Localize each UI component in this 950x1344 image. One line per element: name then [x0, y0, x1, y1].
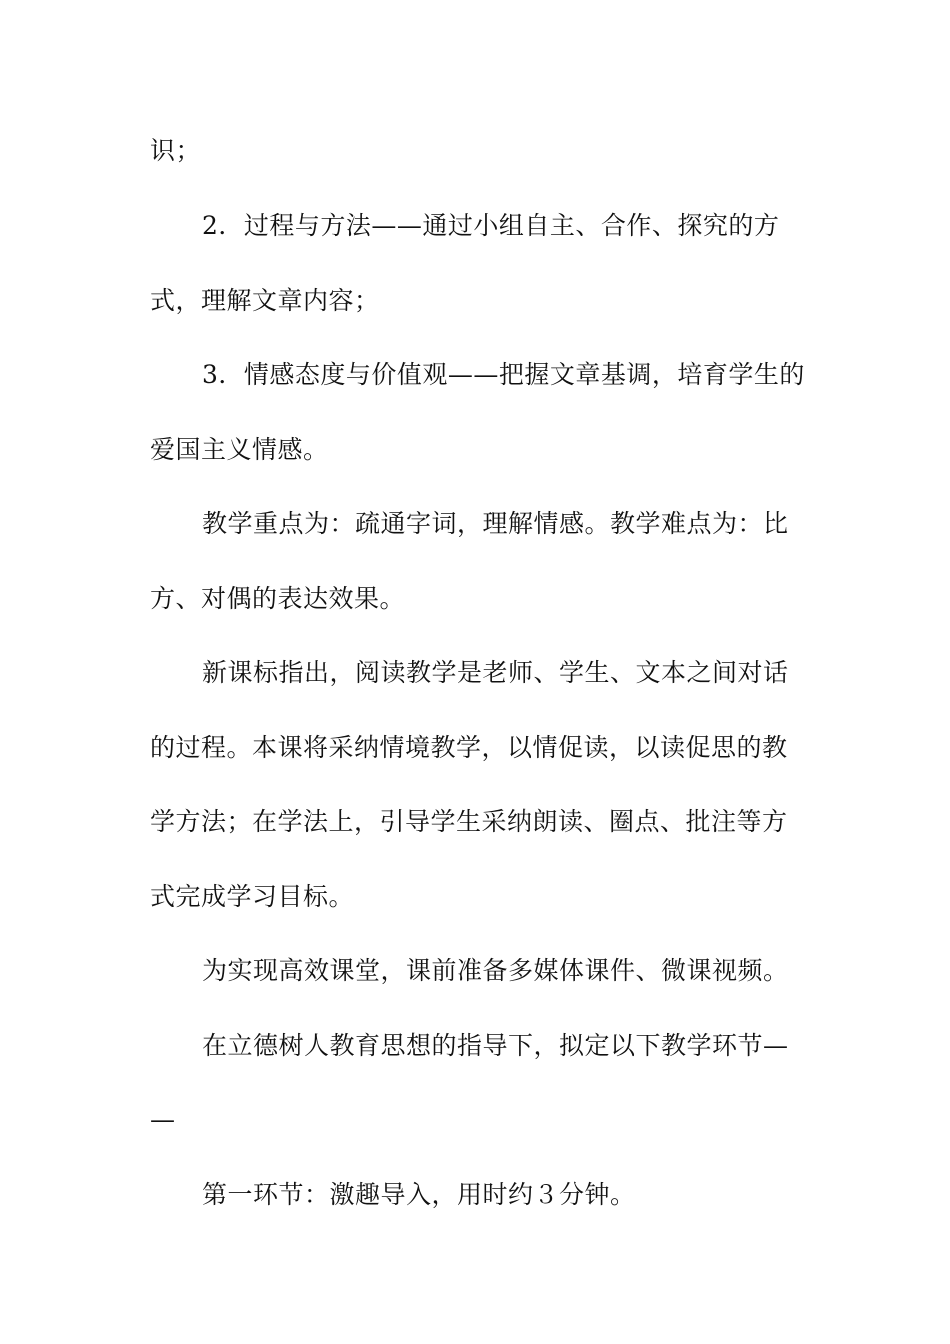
- text-line-15: 第一环节：激趣导入，用时约３分钟。: [202, 1180, 636, 1209]
- text-line-14: —: [150, 1105, 176, 1134]
- text-line-6: 教学重点为：疏通字词，理解情感。教学难点为：比: [202, 509, 789, 538]
- text-line-4: 3．情感态度与价值观——把握文章基调，培育学生的: [202, 360, 805, 389]
- text-line-13: 在立德树人教育思想的指导下，拟定以下教学环节—: [202, 1031, 789, 1060]
- text-line-1: 识；: [150, 136, 202, 165]
- text-line-7: 方、对偶的表达效果。: [150, 584, 406, 613]
- text-line-12: 为实现高效课堂，课前准备多媒体课件、微课视频。: [202, 956, 789, 985]
- text-line-3: 式，理解文章内容；: [150, 286, 380, 315]
- text-line-2: 2．过程与方法——通过小组自主、合作、探究的方: [202, 211, 780, 240]
- text-line-5: 爱国主义情感。: [150, 435, 329, 464]
- text-line-10: 学方法；在学法上，引导学生采纳朗读、圈点、批注等方: [150, 807, 788, 836]
- text-line-9: 的过程。本课将采纳情境教学，以情促读，以读促思的教: [150, 733, 788, 762]
- text-line-11: 式完成学习目标。: [150, 882, 355, 911]
- text-line-8: 新课标指出，阅读教学是老师、学生、文本之间对话: [202, 658, 789, 687]
